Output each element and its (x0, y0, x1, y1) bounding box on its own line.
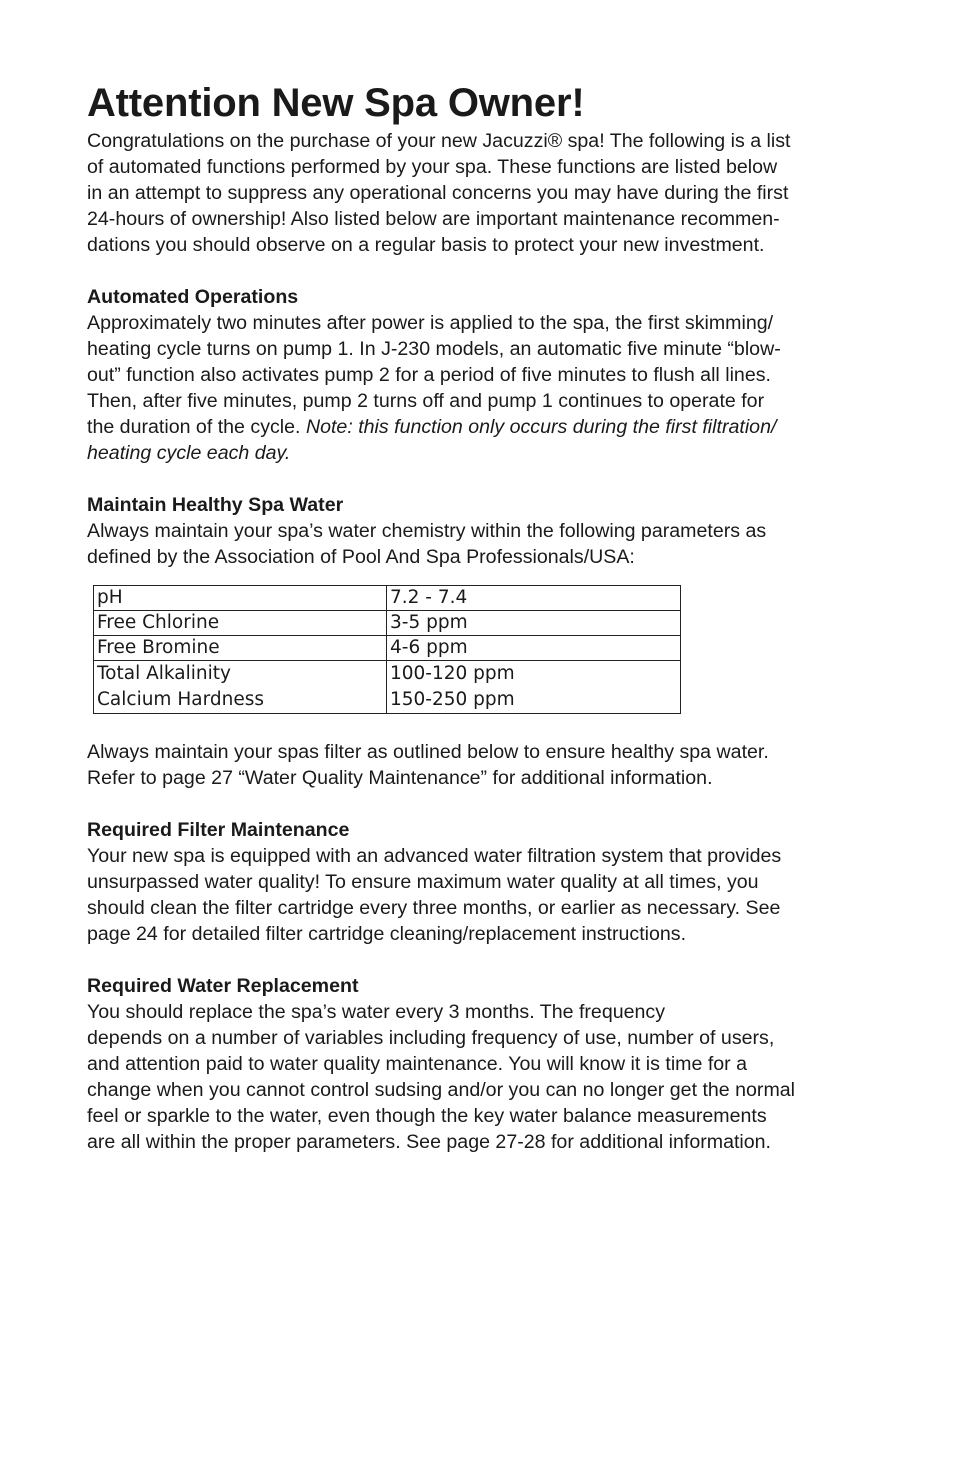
text-line: of automated functions performed by your spa. These functions are listed below (87, 156, 778, 178)
water-chemistry-table (93, 585, 681, 714)
spacer (87, 258, 877, 284)
page-title: Attention New Spa Owner! (87, 81, 585, 125)
text-line: unsurpassed water quality! To ensure maximum water quality at all times, you (87, 871, 759, 893)
intro-paragraph (87, 128, 877, 258)
spacer (87, 466, 877, 492)
spacer (87, 947, 877, 973)
section-heading-water-replacement: Required Water Replacement (87, 975, 359, 997)
section-heading-filter-maintenance: Required Filter Maintenance (87, 819, 350, 841)
text-fragment: the duration of the cycle. (87, 416, 306, 438)
text-line (87, 414, 877, 440)
text-line: in an attempt to suppress any operational concerns you may have during the first (87, 182, 789, 204)
text-line: page 24 for detailed filter cartridge cleaning/replacement instructions. (87, 923, 687, 945)
table-row (94, 586, 681, 611)
section-heading-healthy-water: Maintain Healthy Spa Water (87, 494, 344, 516)
healthy-water-paragraph (87, 518, 877, 570)
table-cell-text: 150-250 ppm (390, 689, 515, 710)
table-cell-label: Free Bromine (94, 636, 387, 661)
filter-maintenance-paragraph (87, 843, 877, 947)
table-cell-value (387, 661, 681, 714)
spacer (87, 791, 877, 817)
text-line: Refer to page 27 “Water Quality Maintenance” for additional information. (87, 767, 713, 789)
section-heading-automated-operations: Automated Operations (87, 286, 299, 308)
water-replacement-paragraph (87, 999, 877, 1155)
filter-note-paragraph (87, 739, 877, 791)
text-line: should clean the filter cartridge every three months, or earlier as necessary. See (87, 897, 781, 919)
table-cell-value: 4-6 ppm (387, 636, 681, 661)
text-line: depends on a number of variables including frequency of use, number of users, (87, 1027, 775, 1049)
text-line: defined by the Association of Pool And Spa Professionals/USA: (87, 546, 635, 568)
text-line: Always maintain your spas filter as outlined below to ensure healthy spa water. (87, 741, 769, 763)
table-cell-value: 3-5 ppm (387, 611, 681, 636)
text-line: Then, after five minutes, pump 2 turns off and pump 1 continues to operate for (87, 390, 765, 412)
text-line: feel or sparkle to the water, even though the key water balance measurements (87, 1105, 767, 1127)
table-cell-value: 7.2 - 7.4 (387, 586, 681, 611)
table-cell-text: 100-120 ppm (390, 663, 515, 684)
table-cell-label: pH (94, 586, 387, 611)
text-line: are all within the proper parameters. See page 27-28 for additional information. (87, 1131, 772, 1153)
table-cell-label: Free Chlorine (94, 611, 387, 636)
text-line: change when you cannot control sudsing and/or you can no longer get the normal (87, 1079, 796, 1101)
text-line: heating cycle turns on pump 1. In J-230 models, an automatic five minute “blow- (87, 338, 781, 360)
text-line: dations you should observe on a regular basis to protect your new investment. (87, 234, 765, 256)
document-page (87, 78, 877, 1155)
table-row (94, 661, 681, 714)
text-line: out” function also activates pump 2 for a period of five minutes to flush all lines. (87, 364, 771, 386)
italic-note: heating cycle each day. (87, 442, 291, 464)
table-cell-text: Total Alkalinity (97, 663, 231, 684)
automated-operations-paragraph (87, 310, 877, 466)
text-line: You should replace the spa’s water every 3 months. The frequency (87, 1001, 666, 1023)
text-line: Approximately two minutes after power is applied to the spa, the first skimming/ (87, 312, 774, 334)
text-line: and attention paid to water quality maintenance. You will know it is time for a (87, 1053, 748, 1075)
table-row (94, 636, 681, 661)
text-line: Always maintain your spa’s water chemistry within the following parameters as (87, 520, 767, 542)
table-cell-text: Calcium Hardness (97, 689, 264, 710)
table-cell-label (94, 661, 387, 714)
italic-note: Note: this function only occurs during the first filtration/ (305, 416, 777, 438)
text-line (87, 440, 877, 466)
text-line: 24-hours of ownership! Also listed below are important maintenance recommen- (87, 208, 780, 230)
text-line: Your new spa is equipped with an advanced water filtration system that provides (87, 845, 782, 867)
text-line: Congratulations on the purchase of your new Jacuzzi® spa! The following is a list (87, 130, 791, 152)
table-row (94, 611, 681, 636)
